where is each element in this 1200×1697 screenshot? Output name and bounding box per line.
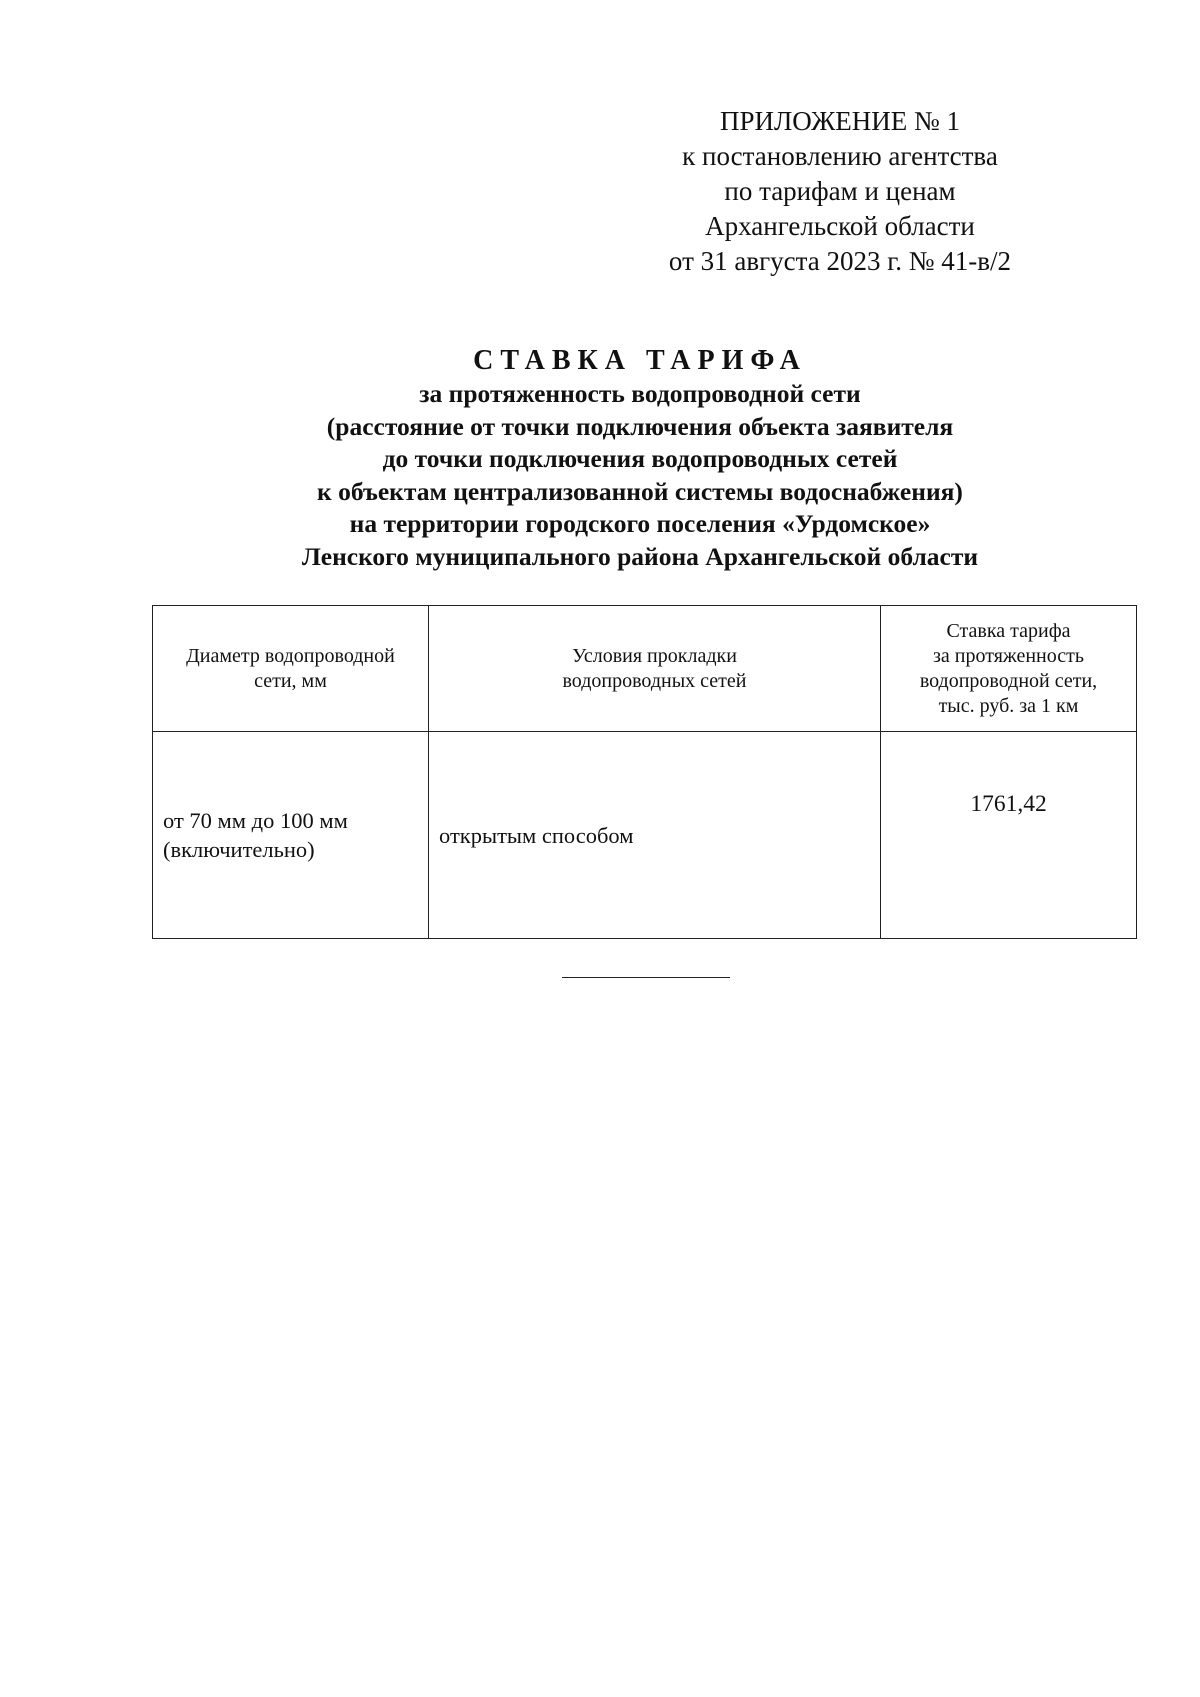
table-header-row bbox=[153, 606, 1137, 732]
header-text: Ставка тарифа bbox=[946, 619, 1071, 642]
title-line: за протяженность водопроводной сети bbox=[419, 379, 861, 408]
tariff-table bbox=[152, 605, 1137, 939]
document-title bbox=[150, 344, 1130, 573]
header-text: Условия прокладки bbox=[572, 644, 737, 667]
appendix-header bbox=[620, 104, 1060, 279]
cell-conditions: открытым способом bbox=[429, 732, 881, 939]
header-conditions bbox=[429, 606, 881, 732]
title-line: (расстояние от точки подключения объекта заявителя bbox=[326, 411, 954, 441]
header-text: водопроводных сетей bbox=[562, 669, 747, 692]
cell-diameter bbox=[153, 732, 429, 939]
cell-rate-value: 1761,42 bbox=[881, 732, 1137, 939]
end-separator-line bbox=[562, 977, 730, 978]
header-text: водопроводной сети, bbox=[919, 669, 1098, 692]
header-text: сети, мм bbox=[254, 669, 327, 692]
cell-text: (включительно) bbox=[163, 837, 315, 862]
title-line: к объектам централизованной системы водоснабжения) bbox=[317, 476, 963, 506]
header-text: Диаметр водопроводной bbox=[186, 644, 395, 667]
title-line: на территории городского поселения «Урдомское» bbox=[349, 509, 931, 538]
title-main: СТАВКА ТАРИФА bbox=[473, 345, 807, 376]
title-line: до точки подключения водопроводных сетей bbox=[382, 444, 898, 473]
appendix-date-number: от 31 августа 2023 г. № 41-в/2 bbox=[668, 246, 1012, 276]
appendix-number: ПРИЛОЖЕНИЕ № 1 bbox=[719, 106, 961, 136]
header-rate bbox=[881, 606, 1137, 732]
title-line: Ленского муниципального района Архангельской области bbox=[301, 541, 979, 571]
cell-text: от 70 мм до 100 мм bbox=[163, 808, 348, 833]
appendix-agency: по тарифам и ценам bbox=[724, 176, 956, 206]
appendix-region: Архангельской области bbox=[705, 211, 975, 241]
header-text: за протяженность bbox=[933, 644, 1084, 667]
table-row bbox=[153, 732, 1137, 939]
appendix-reference: к постановлению агентства bbox=[682, 141, 998, 171]
header-diameter bbox=[153, 606, 429, 732]
header-text: тыс. руб. за 1 км bbox=[938, 694, 1079, 717]
